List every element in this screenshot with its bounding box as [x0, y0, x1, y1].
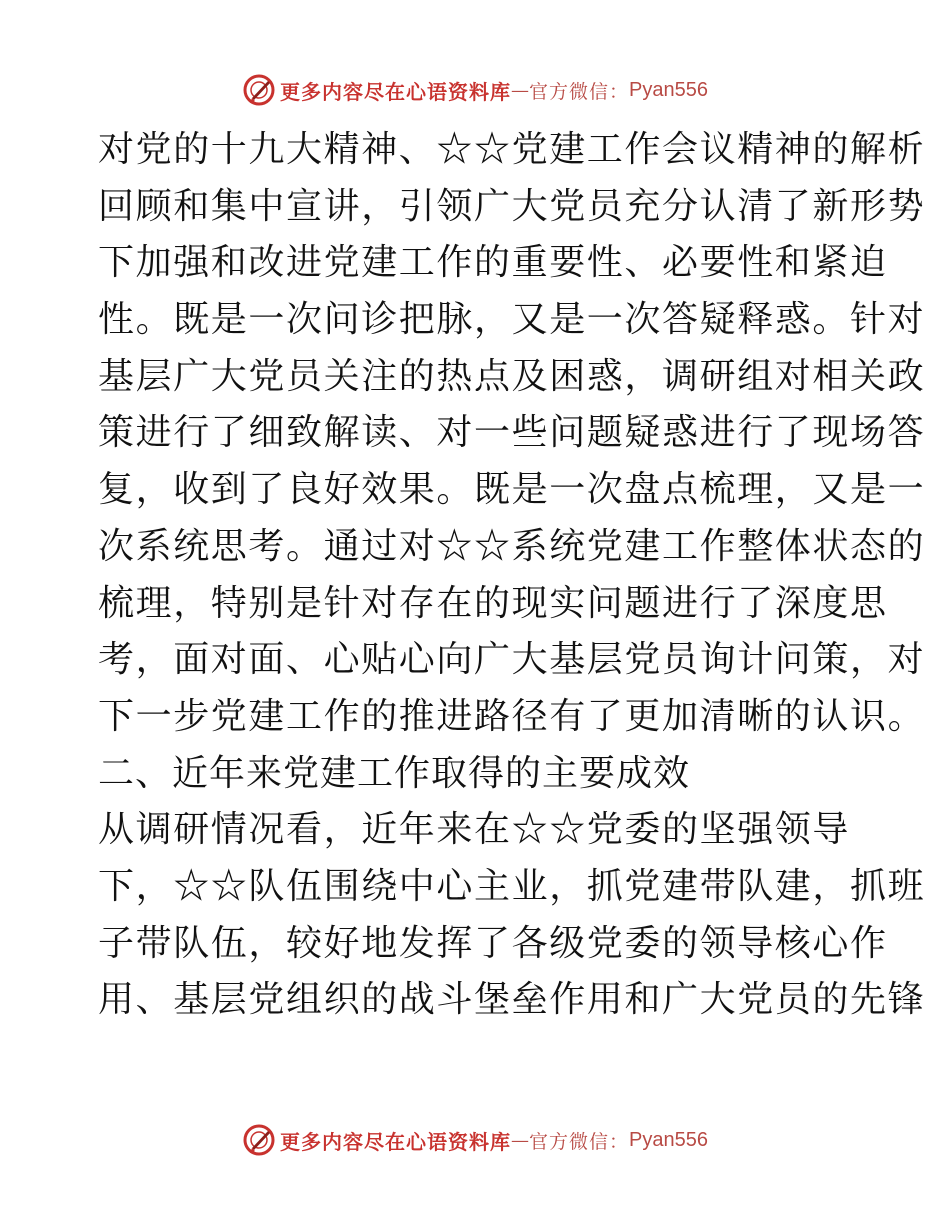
document-body: [98, 122, 926, 1029]
banner-wechat-label: 官方微信：: [529, 1130, 630, 1153]
banner-separator: —: [511, 79, 529, 101]
body-line: 下一步党建工作的推进路径有了更加清晰的认识。: [98, 695, 926, 737]
body-line: 复，收到了良好效果。既是一次盘点梳理，又是一: [98, 469, 926, 511]
body-line: 基层广大党员关注的热点及困惑，调研组对相关政: [98, 355, 926, 397]
banner-brand-text: 更多内容尽在心语资料库: [280, 79, 511, 104]
banner-wechat-label: 官方微信：: [529, 80, 630, 103]
body-line: 策进行了细致解读、对一些问题疑惑进行了现场答: [98, 412, 926, 454]
footer-banner: [0, 1120, 950, 1160]
banner-wechat-id: Pyan556: [629, 78, 708, 101]
body-line: 次系统思考。通过对☆☆系统党建工作整体状态的: [98, 525, 926, 567]
body-line: 回顾和集中宣讲，引领广大党员充分认清了新形势: [98, 185, 926, 227]
banner-separator: —: [511, 1129, 529, 1151]
header-banner: [0, 70, 950, 110]
banner-brand-text: 更多内容尽在心语资料库: [280, 1129, 511, 1154]
body-line: 性。既是一次问诊把脉，又是一次答疑释惑。针对: [98, 299, 926, 341]
body-line: 从调研情况看，近年来在☆☆党委的坚强领导: [98, 809, 851, 851]
body-line: 考，面对面、心贴心向广大基层党员询计问策，对: [98, 639, 926, 681]
body-line: 子带队伍，较好地发挥了各级党委的领导核心作: [98, 922, 888, 964]
body-line: 下，☆☆队伍围绕中心主业，抓党建带队建，抓班: [98, 865, 926, 907]
pen-logo-icon: [242, 73, 276, 107]
body-line: 下加强和改进党建工作的重要性、必要性和紧迫: [98, 242, 888, 284]
body-line: 对党的十九大精神、☆☆党建工作会议精神的解析: [98, 129, 926, 170]
banner-wechat-id: Pyan556: [629, 1128, 708, 1151]
body-line: 梳理，特别是针对存在的现实问题进行了深度思: [98, 582, 888, 624]
pen-logo-icon: [242, 1123, 276, 1157]
section-heading: 二、近年来党建工作取得的主要成效: [98, 752, 691, 794]
body-line: 用、基层党组织的战斗堡垒作用和广大党员的先锋: [98, 979, 926, 1021]
